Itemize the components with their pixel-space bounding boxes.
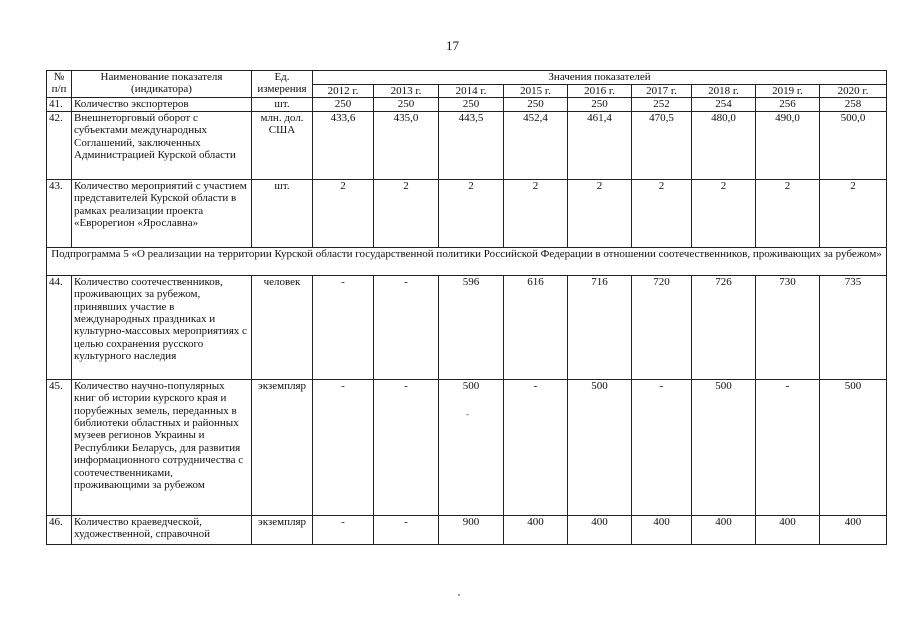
row-value: 400 [756, 515, 820, 544]
row-value: 490,0 [756, 111, 820, 179]
row-value: 500 [439, 379, 504, 515]
row-value: 452,4 [504, 111, 568, 179]
header-year: 2018 г. [692, 85, 756, 98]
row-value: 735 [820, 275, 887, 379]
table-row [47, 179, 887, 247]
row-value: 256 [756, 98, 820, 111]
row-value: 500 [820, 379, 887, 515]
table-row [47, 98, 887, 111]
row-value: - [313, 275, 374, 379]
row-value: 443,5 [439, 111, 504, 179]
row-unit: экземпляр [252, 515, 313, 544]
row-indicator-name: Количество соотечественников, проживающих за рубежом, принявших участие в международных праздниках и культурно-массовых мероприятиях с целью сохранения русского культурного наследия [72, 275, 252, 379]
row-unit: млн. дол. США [252, 111, 313, 179]
row-value: 720 [632, 275, 692, 379]
row-unit: экземпляр [252, 379, 313, 515]
stray-mark: - [466, 409, 469, 419]
row-indicator-name: Количество научно-популярных книг об истории курского края и порубежных земель, переданных в библиотеки областных и районных музеев регионов Украины и Республики Беларусь, для развития информационного сотрудничества с соотечественниками, проживающими за рубежом [72, 379, 252, 515]
row-number: 44. [47, 275, 72, 379]
row-value: - [313, 379, 374, 515]
row-value: 2 [439, 179, 504, 247]
row-value: 435,0 [374, 111, 439, 179]
page-number: 17 [446, 38, 459, 53]
row-number: 45. [47, 379, 72, 515]
row-value: 900 [439, 515, 504, 544]
row-value: 616 [504, 275, 568, 379]
table-row [47, 515, 887, 544]
row-number: 46. [47, 515, 72, 544]
row-value: 461,4 [568, 111, 632, 179]
table-row [47, 111, 887, 179]
row-value: 258 [820, 98, 887, 111]
row-value: 2 [692, 179, 756, 247]
table-row [47, 379, 887, 515]
row-number: 42. [47, 111, 72, 179]
header-col-name: Наименование показателя (индикатора) [72, 71, 252, 98]
row-value: - [374, 275, 439, 379]
row-value: 400 [692, 515, 756, 544]
row-value: 596 [439, 275, 504, 379]
row-value: - [632, 379, 692, 515]
subprogram-title: Подпрограмма 5 «О реализации на территории Курской области государственной политики Российской Федерации в отношении соотечественников, проживающих за рубежом» [47, 247, 887, 275]
row-value: - [756, 379, 820, 515]
header-year: 2017 г. [632, 85, 692, 98]
row-unit: шт. [252, 98, 313, 111]
row-value: 500 [568, 379, 632, 515]
row-value: - [374, 379, 439, 515]
row-indicator-name: Количество экспортеров [72, 98, 252, 111]
row-value: 250 [504, 98, 568, 111]
subprogram-row [47, 247, 887, 275]
row-indicator-name: Количество мероприятий с участием представителей Курской области в рамках реализации проекта «Еврорегион «Ярославна» [72, 179, 252, 247]
row-value: 2 [820, 179, 887, 247]
header-year: 2020 г. [820, 85, 887, 98]
row-number: 41. [47, 98, 72, 111]
indicators-table [46, 70, 887, 545]
row-value: 252 [632, 98, 692, 111]
row-value: 2 [374, 179, 439, 247]
row-value: 400 [504, 515, 568, 544]
row-value: 250 [568, 98, 632, 111]
row-value: 400 [632, 515, 692, 544]
row-value: 250 [313, 98, 374, 111]
row-value: 470,5 [632, 111, 692, 179]
header-col-values: Значения показателей [313, 71, 887, 85]
row-value: 500 [692, 379, 756, 515]
row-value: 254 [692, 98, 756, 111]
row-value: - [374, 515, 439, 544]
table-row [47, 275, 887, 379]
row-value: 2 [632, 179, 692, 247]
header-year: 2015 г. [504, 85, 568, 98]
header-col-unit: Ед. измерения [252, 71, 313, 98]
row-indicator-name: Внешнеторговый оборот с субъектами международных Соглашений, заключенных Администрацией Курской области [72, 111, 252, 179]
row-indicator-name: Количество краеведческой, художественной, справочной [72, 515, 252, 544]
header-year: 2014 г. [439, 85, 504, 98]
row-value: 716 [568, 275, 632, 379]
row-value: 480,0 [692, 111, 756, 179]
row-unit: шт. [252, 179, 313, 247]
row-value: 433,6 [313, 111, 374, 179]
row-value: 400 [568, 515, 632, 544]
row-value: 500,0 [820, 111, 887, 179]
row-value: 250 [374, 98, 439, 111]
row-unit: человек [252, 275, 313, 379]
row-value: 2 [756, 179, 820, 247]
stray-dot [458, 594, 460, 596]
row-number: 43. [47, 179, 72, 247]
row-value: 250 [439, 98, 504, 111]
header-year: 2012 г. [313, 85, 374, 98]
row-value: 2 [504, 179, 568, 247]
row-value: - [504, 379, 568, 515]
header-col-number: № п/п [47, 71, 72, 98]
row-value: - [313, 515, 374, 544]
header-year: 2016 г. [568, 85, 632, 98]
row-value: 2 [313, 179, 374, 247]
row-value: 2 [568, 179, 632, 247]
row-value: 726 [692, 275, 756, 379]
header-year: 2013 г. [374, 85, 439, 98]
row-value: 730 [756, 275, 820, 379]
row-value: 400 [820, 515, 887, 544]
header-year: 2019 г. [756, 85, 820, 98]
